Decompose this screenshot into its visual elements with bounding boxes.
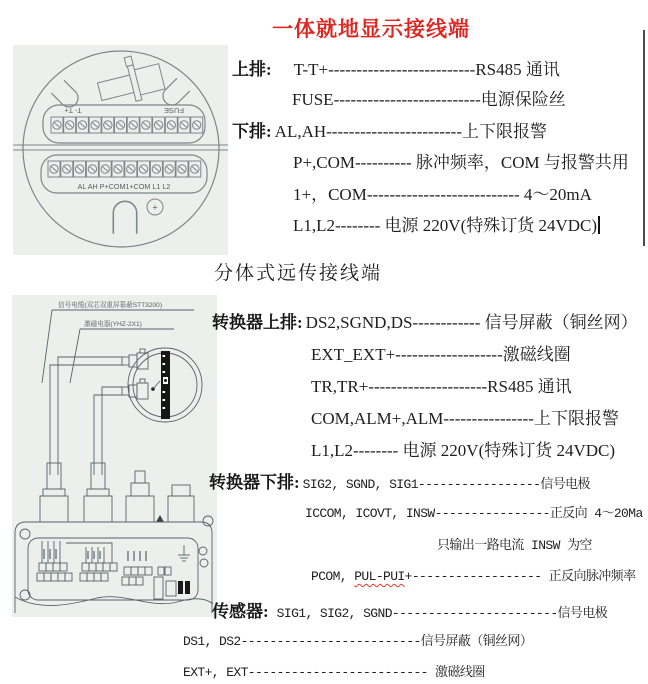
sensor-connector <box>128 348 202 422</box>
terminal-strip-bottom <box>41 155 207 193</box>
wiring-line <box>183 630 532 649</box>
wiring-line <box>311 372 572 397</box>
terminal-label: T- T+ <box>64 106 82 115</box>
terminal-label: FUSE <box>163 106 185 115</box>
row-text: DS1, DS2-------------------------信号屏蔽（铜丝网） <box>183 634 533 649</box>
excitation-cable-label: 激磁电器(YHZ-2X1) <box>84 321 142 328</box>
svg-text:+: + <box>152 202 158 213</box>
row-text: P+,COM---------- 脉冲频率，COM 与报警共用 <box>293 153 629 172</box>
row-text: L1,L2-------- 电源 220V(特殊订货 24VDC) <box>311 441 616 460</box>
wiring-line <box>305 502 643 521</box>
row-text: 1+，COM--------------------------- 4～20mA <box>293 185 592 204</box>
page-title: 一体就地显示接线端 <box>272 17 470 41</box>
terminal-label: AL AH P+COM1+COM L1 L2 <box>77 182 171 191</box>
wiring-line <box>293 148 629 173</box>
wiring-line <box>212 597 607 622</box>
converter-wiring-drawing <box>12 295 217 617</box>
signal-cable-label: 信号电缆(双芯双重屏幕蔽STT3200) <box>58 302 163 309</box>
section-heading: 分体式远传接线端 <box>214 263 383 284</box>
wiring-line <box>292 85 566 110</box>
row-label: 转换器下排: <box>209 473 300 492</box>
row-text: SIG1, SIG2, SGND-----------------------信号电极 <box>276 606 608 621</box>
row-text: EXT+, EXT------------------------- 激磁线圈 <box>183 665 485 680</box>
row-text: COM,ALM+,ALM----------------上下限报警 <box>311 409 619 428</box>
cable-entry-connector <box>40 463 194 522</box>
row-label: 下排: <box>232 122 272 141</box>
row-text: PCOM, <box>311 569 355 584</box>
ground-symbol <box>178 545 190 561</box>
row-text: EXT_EXT+-------------------激磁线圈 <box>311 345 571 364</box>
row-text: L1,L2-------- 电源 220V(特殊订货 24VDC) <box>293 216 598 235</box>
signal-cable-leader <box>42 300 194 383</box>
row-label: 转换器上排: <box>212 313 303 332</box>
wiring-line <box>232 55 560 80</box>
corner-screw <box>203 516 213 526</box>
row-label: 上排: <box>232 60 272 79</box>
terminal-block <box>37 563 171 585</box>
wiring-line <box>437 534 592 553</box>
row-text: 只输出一路电流 INSW 为空 <box>437 538 592 553</box>
row-text: ICCOM, ICOVT, INSW----------------正反向 4～20Ma <box>305 506 643 521</box>
ground-screw <box>147 199 163 215</box>
wiring-line <box>311 565 635 584</box>
wiring-line <box>293 211 600 236</box>
wiring-line <box>212 308 638 333</box>
row-text: SIG2, SGND, SIG1-----------------信号电极 <box>302 477 590 492</box>
remote-wiring-diagram <box>12 295 217 617</box>
wiring-line <box>293 180 592 205</box>
wiring-line <box>311 340 571 365</box>
vent-triangle <box>156 515 164 522</box>
terminal-strip-top <box>43 105 205 143</box>
page-edge-line <box>643 30 645 246</box>
wiring-line <box>209 468 590 493</box>
wiring-line <box>311 436 615 461</box>
integrated-terminal-diagram <box>13 45 228 255</box>
wavy-tear-line <box>15 597 213 606</box>
row-text: TR,TR+---------------------RS485 通讯 <box>311 377 572 396</box>
row-text: +------------------ 正反向脉冲频率 <box>404 569 636 584</box>
wiring-line <box>183 661 485 680</box>
row-text: FUSE--------------------------电源保险丝 <box>292 90 566 109</box>
excitation-cable-leader <box>70 319 174 383</box>
text-cursor <box>598 216 600 234</box>
wiring-line <box>311 404 619 429</box>
terminal-board-drawing <box>13 45 228 255</box>
cable-run <box>50 357 122 475</box>
fuse-component <box>93 50 166 109</box>
misspelled-term: PUL-PUI <box>354 569 405 584</box>
tiny-label-marks <box>44 549 146 561</box>
row-text: AL,AH------------------------上下限报警 <box>274 122 548 141</box>
wiring-line <box>232 117 547 142</box>
mounting-hook-icon <box>51 78 189 233</box>
internal-component <box>154 577 190 599</box>
converter-box <box>15 522 213 613</box>
row-text: DS2,SGND,DS------------ 信号屏蔽（铜丝网） <box>305 313 638 332</box>
row-label: 传感器: <box>212 602 269 621</box>
row-text: T-T+--------------------------RS485 通讯 <box>293 60 560 79</box>
